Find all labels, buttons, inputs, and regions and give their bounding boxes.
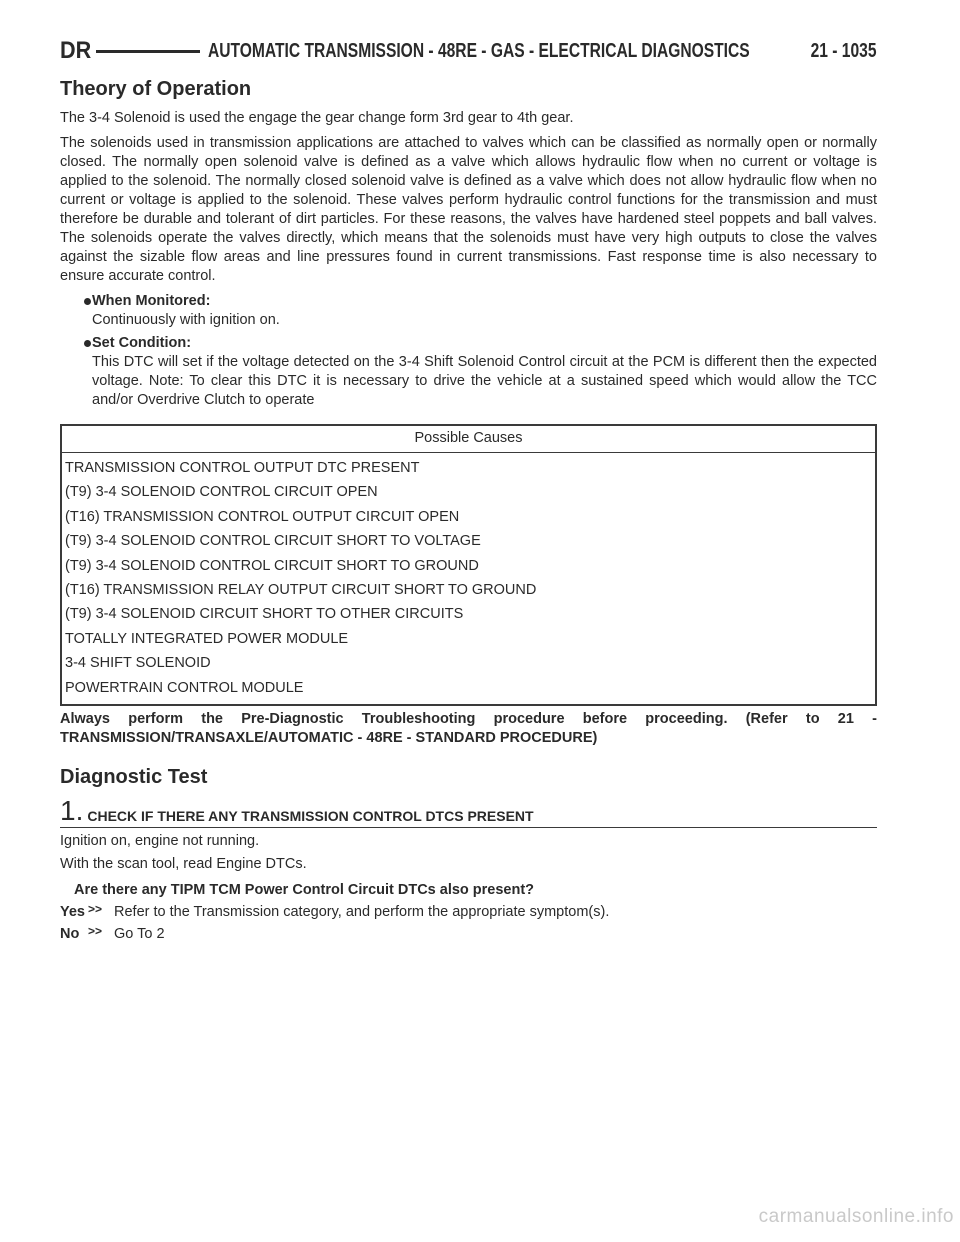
cause-item: (T9) 3-4 SOLENOID CONTROL CIRCUIT OPEN <box>65 484 378 501</box>
header-title: AUTOMATIC TRANSMISSION - 48RE - GAS - ELECTRICAL DIAGNOSTICS <box>208 39 750 62</box>
diagnostic-heading: Diagnostic Test <box>60 765 208 788</box>
answer-arrow: >> <box>88 901 103 916</box>
cause-item: POWERTRAIN CONTROL MODULE <box>65 679 304 696</box>
step-question: Are there any TIPM TCM Power Control Circuit DTCs also present? <box>74 881 535 898</box>
answer-yes <box>60 901 877 920</box>
answer-action: Refer to the Transmission category, and perform the appropriate symptom(s). <box>114 903 610 920</box>
manual-page <box>60 36 877 948</box>
possible-causes-table <box>60 424 877 706</box>
theory-heading: Theory of Operation <box>60 78 252 100</box>
cause-item: (T16) TRANSMISSION CONTROL OUTPUT CIRCUIT OPEN <box>65 508 460 525</box>
step-header <box>60 794 877 828</box>
answer-key: No <box>60 925 80 942</box>
bullet-icon <box>84 340 91 347</box>
cause-item: TRANSMISSION CONTROL OUTPUT DTC PRESENT <box>65 460 420 476</box>
list-item <box>92 292 877 330</box>
step-title: CHECK IF THERE ANY TRANSMISSION CONTROL DTCS PRESENT <box>87 807 534 824</box>
monitor-list <box>60 292 877 410</box>
answer-arrow: >> <box>88 923 103 938</box>
answer-key: Yes <box>60 903 85 920</box>
step-body <box>60 832 877 942</box>
step-instruction: With the scan tool, read Engine DTCs. <box>60 855 307 872</box>
cause-item: (T9) 3-4 SOLENOID CONTROL CIRCUIT SHORT TO VOLTAGE <box>65 533 481 550</box>
page-header <box>60 36 877 66</box>
bullet-text: This DTC will set if the voltage detected on the 3-4 Shift Solenoid Control circuit at the PCM is different then the expected voltage. Note: To clear this DTC it is necessary to drive the vehicle at a sustained speed which would allow the TCC and/or Overdrive Clutch to operate <box>92 354 877 408</box>
cause-item: 3-4 SHIFT SOLENOID <box>65 655 211 672</box>
answer-action: Go To 2 <box>114 925 165 942</box>
header-rule <box>96 50 200 53</box>
cause-item: TOTALLY INTEGRATED POWER MODULE <box>65 630 349 647</box>
possible-causes-list <box>62 453 875 704</box>
bullet-heading: When Monitored: <box>92 293 211 309</box>
cause-item: (T9) 3-4 SOLENOID CONTROL CIRCUIT SHORT TO GROUND <box>65 557 479 574</box>
bullet-icon <box>84 298 91 305</box>
header-page-number: 21 - 1035 <box>811 39 877 62</box>
possible-causes-heading: Possible Causes <box>62 426 875 453</box>
bullet-heading: Set Condition: <box>92 335 192 351</box>
watermark: carmanualsonline.info <box>758 1206 954 1227</box>
answer-no <box>60 923 877 942</box>
step-instruction: Ignition on, engine not running. <box>60 832 260 849</box>
theory-paragraph: The solenoids used in transmission applications are attached to valves which can be classified as normally open or normally closed. The normally open solenoid valve is defined as a valve which allows hydraulic flow when no current or voltage is applied to the solenoid. The normally closed solenoid valve is defined as a valve which does not allow hydraulic flow when no current or voltage is applied to the solenoid. These valves perform hydraulic control functions for the transmission and must therefore be durable and tolerant of dirt particles. For these reasons, the valves have hardened steel poppets and ball valves. The solenoids operate the valves directly, which means that the solenoids must have very high outputs to close the valves against the sizable flow areas and line pressures found in current transmissions. Fast response time is also necessary to ensure accurate control. <box>60 135 877 284</box>
header-model-code: DR <box>60 37 92 64</box>
cause-item: (T9) 3-4 SOLENOID CIRCUIT SHORT TO OTHER CIRCUITS <box>65 606 464 623</box>
pre-diagnostic-note: Always perform the Pre-Diagnostic Troubleshooting procedure before proceeding. (Refer to 21 - TRANSMISSION/TRANSAXLE/AUTOMATIC - 48RE - STANDARD PROCEDURE) <box>60 710 877 746</box>
theory-intro: The 3-4 Solenoid is used the engage the gear change form 3rd gear to 4th gear. <box>60 110 574 126</box>
bullet-text: Continuously with ignition on. <box>92 312 280 328</box>
cause-item: (T16) TRANSMISSION RELAY OUTPUT CIRCUIT SHORT TO GROUND <box>65 581 537 598</box>
step-number: 1. <box>60 794 84 826</box>
list-item <box>92 334 877 410</box>
